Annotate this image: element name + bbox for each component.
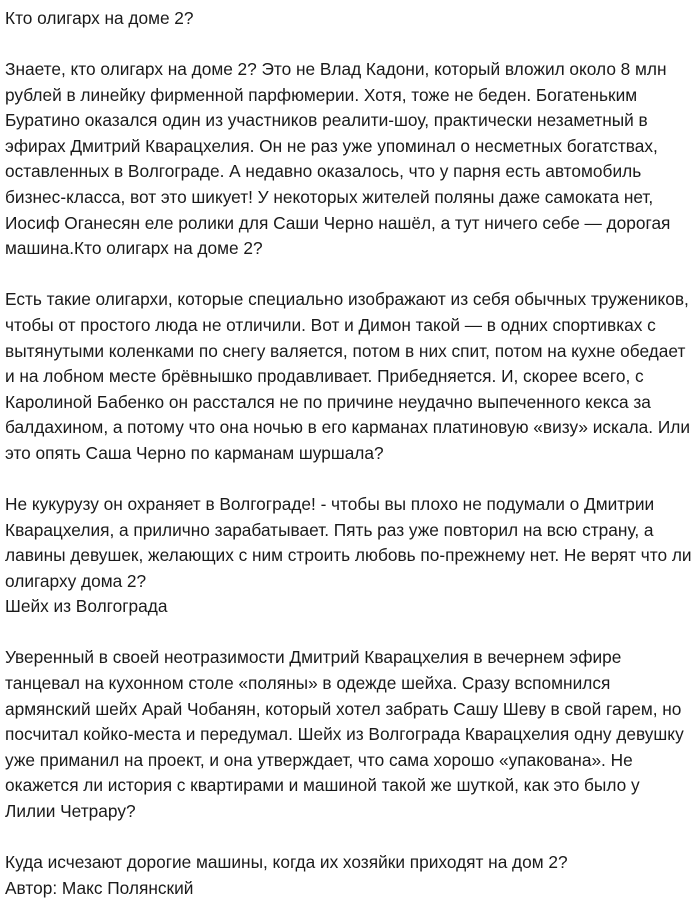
signature-line: Шейх из Волгограда: [5, 596, 168, 617]
page-title: Кто олигарх на доме 2?: [5, 8, 194, 28]
paragraph-2: Есть такие олигархи, которые специально изображают из себя обычных тружеников, чтобы от простого люда не отличили. Вот и Димон такой — в одних спортивках с вытянутыми коленками по снегу валяется, потом в них спит, потом на кухне обедает и на лобном месте брёвнышко продавливает. Прибедняется. И, скорее всего, с Каролиной Бабенко он расстался не по причине неудачно выпеченного кекса за балдахином, а потому что она ночью в его карманах платиновую «визу» искала. Или это опять Саша Черно по карманам шуршала?: [5, 289, 691, 463]
paragraph-5: Куда исчезают дорогие машины, когда их хозяйки приходят на дом 2?: [5, 852, 568, 873]
author-line: Автор: Макс Полянский: [5, 877, 194, 898]
paragraph-4: Уверенный в своей неотразимости Дмитрий Кварацхелия в вечернем эфире танцевал на кухонном столе «поляны» в одежде шейха. Сразу вспомнился армянский шейх Арай Чобанян, который хотел забрать Сашу Шеву в свой гарем, но посчитал койко-места и передумал. Шейх из Волгограда Кварацхелия одну девушку уже приманил на проект, и она утверждает, что сама хорошо «упакована». Не окажется ли история с квартирами и машиной такой же шуткой, как это было у Лилии Четрару?: [5, 647, 684, 822]
paragraph-1: Знаете, кто олигарх на доме 2? Это не Влад Кадони, который вложил около 8 млн рублей в линейку фирменной парфюмерии. Хотя, тоже не беден. Богатеньким Буратино оказался один из участников реалити-шоу, практически незаметный в эфирах Дмитрий Кварацхелия. Он не раз уже упоминал о несметных богатствах, оставленных в Волгограде. А недавно оказалось, что у парня есть автомобиль бизнес-класса, вот это шикует! У некоторых жителей поляны даже самоката нет, Иосиф Оганесян еле ролики для Саши Черно нашёл, а тут ничего себе — дорогая машина.Кто олигарх на доме 2?: [5, 59, 671, 259]
paragraph-3: Не кукурузу он охраняет в Волгограде! - чтобы вы плохо не подумали о Дмитрии Кварацхелия, а прилично зарабатывает. Пять раз уже повторил на всю страну, а лавины девушек, желающих с ним строить любовь по-прежнему нет. Не верят что ли олигарху дома 2?: [5, 494, 692, 591]
